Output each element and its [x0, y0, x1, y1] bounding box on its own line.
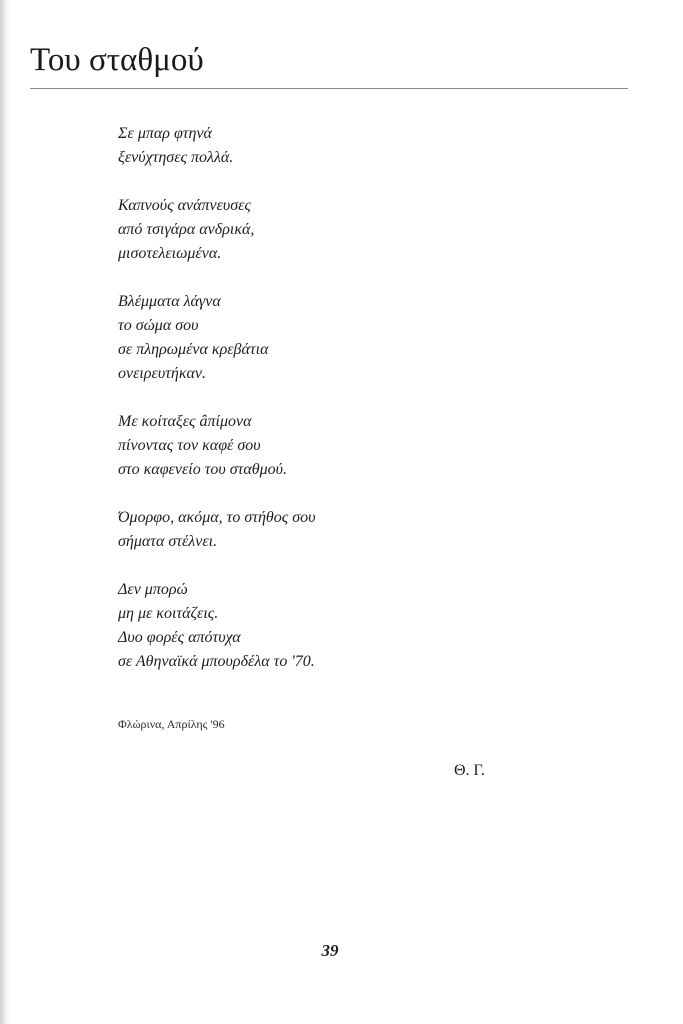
stanza-1 — [118, 122, 638, 170]
stanza-5 — [118, 506, 638, 554]
verse-line: σε Αθηναϊκά μπουρδέλα το '70. — [118, 653, 315, 670]
verse-line: Καπνούς ανάπνευσες — [118, 197, 251, 214]
place-date: Φλώρινα, Απρίλης '96 — [118, 717, 225, 731]
verse-line: σήματα στέλνει. — [118, 533, 218, 550]
stanza-2 — [118, 194, 638, 266]
verse-line: Δυο φορές απότυχα — [118, 629, 241, 646]
author-initials: Θ. Γ. — [454, 762, 485, 779]
verse-line: σε πληρωμένα κρεβάτια — [118, 341, 269, 358]
page-number: 39 — [321, 941, 339, 960]
stanza-6 — [118, 578, 638, 674]
verse-line: πίνοντας τον καφέ σου — [118, 437, 261, 454]
verse-line: από τσιγάρα ανδρικά, — [118, 221, 255, 238]
verse-line: Βλέμματα λάγνα — [118, 293, 221, 310]
verse-line: Όμορφο, ακόμα, το στήθος σου — [118, 509, 316, 526]
title-divider — [30, 88, 628, 89]
verse-line: μη με κοιτάζεις. — [118, 605, 219, 622]
verse-line: Με κοίταξες âπίμονα — [118, 413, 252, 430]
poem — [118, 122, 638, 698]
verse-line: στο καφενείο του σταθμού. — [118, 461, 288, 478]
page-title: Του σταθμού — [30, 42, 204, 78]
verse-line: μισοτελειωμένα. — [118, 245, 222, 262]
verse-line: το σώμα σου — [118, 317, 199, 334]
stanza-4 — [118, 410, 638, 482]
stanza-3 — [118, 290, 638, 386]
verse-line: Δεν μπορώ — [118, 581, 188, 598]
verse-line: Σε μπαρ φτηνά — [118, 125, 212, 142]
verse-line: ξενύχτησες πολλά. — [118, 149, 234, 166]
page-edge-shadow — [0, 0, 10, 1024]
verse-line: ονειρευτήκαν. — [118, 365, 207, 382]
